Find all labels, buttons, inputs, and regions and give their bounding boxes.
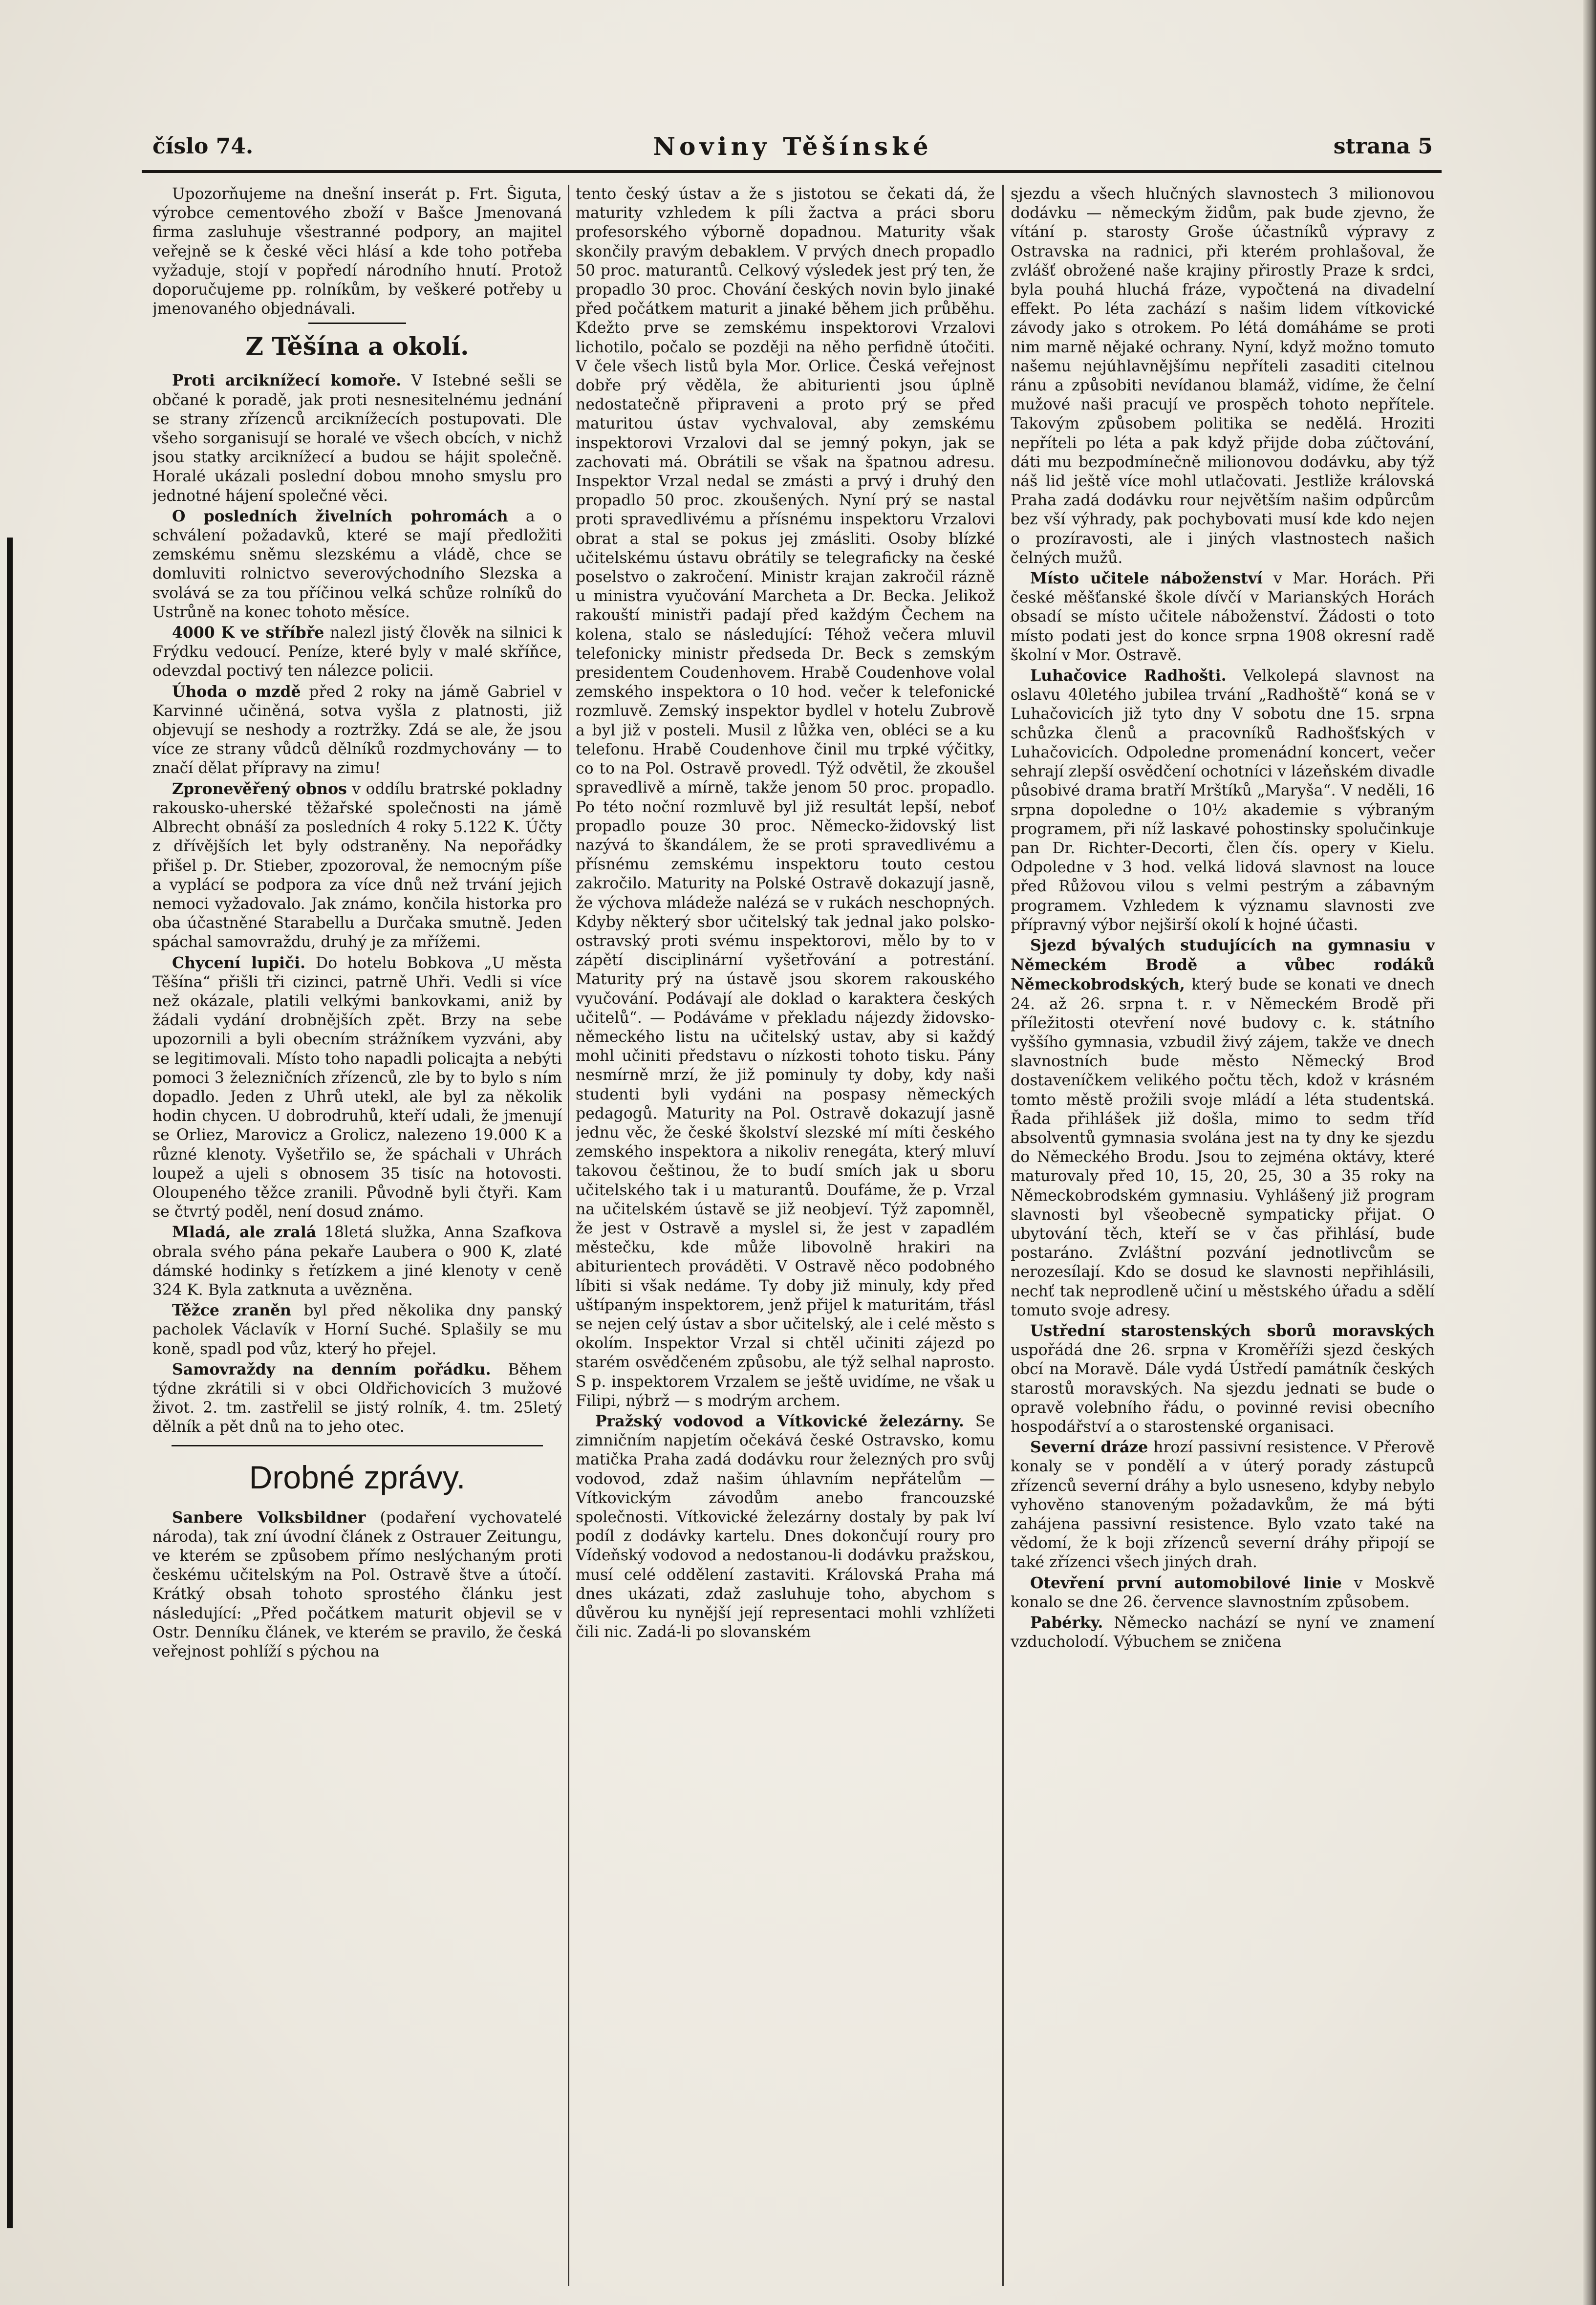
section-title: Z Těšína a okolí. xyxy=(245,332,469,361)
article-paragraph: tento český ústav a že s jistotou se čekati dá, že maturity vzhledem k píli žactva a práci sboru profesorského výborně dopadnou. Maturity však skončily pravým debaklem. V prvých dnech propadlo 50 proc. maturantů. Celkový výsledek jest prý ten, že propadlo 30 proc. Chování českých novin bylo jinaké před počátkem maturit a jinaké během jich průběhu. Kdežto prve se zemskému inspektorovi Vrzalovi lichotilo, počalo se později na něho perfidně útočiti. V čele všech listů byla Mor. Orlice. Česká veřejnost dobře prý věděla, že abiturienti jsou úplně nedostatečně připraveni a proto prý se před maturitou ústav vychvaloval, aby zemskému inspektorovi Vrzalovi dal se jemný pokyn, jak se zachovati má. Obrátili se však na špatnou adresu. Inspektor Vrzal nedal se zmásti a prvý i druhý den propadlo 50 proc. zkoušených. Nyní prý se nastal proti spravedlivému a přísnému inspektoru Vrzalovi obrat a stal se pokus jej zmásliti. Osoby blízké učitelskému ústavu obrátily se telegraficky na české poselstvo o zakročení. Ministr krajan zakročil rázně u ministra vyučování Marcheta a Dr. Becka. Jelikož rakouští ministři padají před každým Čechem na kolena, stalo se následující: Téhož večera mluvil telefonicky ministr předseda Dr. Beck s zemským presidentem Coudenhovem. Hrabě Coudenhove volal zemského inspektora o 10 hod. večer k telefonické rozmluvě. Zemský inspektor bydlel v hotelu Zubrově a byl již v posteli. Musil z lůžka ven, obléci se a ku telefonu. Hrabě Coudenhove činil mu trpké výčitky, co to na Pol. Ostravě provedl. Týž odvětil, že zkoušel spravedlivě a mírně, takže jenom 50 proc. propadlo. Po této noční rozmluvě byl již resultát lepší, neboť propadlo pouze 30 proc. Německo-židovský list nazývá to škandálem, že se proti spravedlivému a přísnému zemskému inspektoru touto cestou zakročilo. Maturity na Polské Ostravě dokazují jasně, že výchova mládeže nalézá se v rukách neschopných. Kdyby některý sbor učitelský tak jednal jako polsko-ostravský proti svému inspektorovi, mělo by to v zápětí disciplinární vyšetřování a potrestání. Maturity prý na ústavě jsou skorem rakouského vyučování. Podávají ale doklad o karaktera českých učitelů“. — Podáváme v překladu nájezdy židovsko-německého listu na učitelský ustav, aby si každý mohl učiniti představu o nízkosti tohoto tisku. Pány nesmírně mrzí, že již pominuly ty doby, kdy naši studenti byli vydáni na pospasy německých pedagogů. Maturity na Pol. Ostravě dokazují jasně jednu věc, že české školství slezské mí míti českého zemského inspektora a nikoliv renegáta, který mluví takovou češtinou, že to budí smích jak u sboru učitelského tak i u maturantů. Doufáme, že p. Vrzal na učitelském ústavě se již neobjeví. Týž zapomněl, že jest v Ostravě a myslel si, že jest v zapadlém městečku, kde může libovolně hrakiri na abiturientech prováděti. V Ostravě něco podobného líbiti si však nedáme. Ty doby již minuly, kdy před uštípaným inspektorem, jenž přijel k maturitám, třásl se nejen celý ústav a sbor učitelský, ale i celé město s okolím. Inspektor Vrzal si chtěl učiniti zájezd po starém osvědčeném způsobu, ale týž selhal naprosto. S p. inspektorem Vrzalem se ještě uvidíme, ne však u Filipi, nýbrž — s modrým archem. xyxy=(576,185,995,1410)
news-item xyxy=(152,1360,562,1437)
section-title-drobne: Drobné zprávy. xyxy=(249,1459,466,1495)
news-item-text: 18letá služka, Anna Szafkova obrala svého pána pekaře Laubera o 900 K, zlaté dámské hodinky s řetízkem a jiné klenoty v ceně 324 K. Byla zatknuta a uvězněna. xyxy=(152,1224,562,1299)
article-paragraph: Sanbere Volksbildner (podaření vychovatelé národa), tak zní úvodní článek z Ostrauer Zeitungu, ve kterém se způsobem přímo neslýchaným proti českému učitelským na Pol. Ostravě štve a útočí. Krátký obsah tohoto sprostého článku jest následující: „Před počátkem maturit objevil se v Ostr. Denníku článek, ve kterém se pravilo, že česká veřejnost pohlíží s pýchou na xyxy=(152,1508,562,1661)
news-item-text: v Mar. Horách. Při české měšťanské škole dívčí v Marianských Horách obsadí se místo učitele náboženství. Žádosti o toto místo podati jest do konce srpna 1908 okresní radě školní v Mor. Ostravě. xyxy=(1011,570,1435,664)
column-rule-2 xyxy=(1002,185,1004,2286)
news-item-text: Velkolepá slavnost na oslavu 40letého jubilea trvání „Radhoště“ koná se v Luhačovicích již tyto dny V sobotu dne 15. srpna schůzka členů a pracovníků Radhošťských v Luhačovicích. Odpoledne promenádní koncert, večer sehrají zlepší osvědčení ochotníci v lázeňském divadle působivé drama bratří Mrštíků „Maryša“. V neděli, 16 srpna dopoledne o 10½ akademie s výbraným programem, při níž laskavé pohostinsky spolučinkuje pan Dr. Richter-Decorti, člen čís. opery v Kielu. Odpoledne v 3 hod. velká lidová slavnost na louce před Růžovou vilou s velmi pestrým a zábavným programem. Vzhledem k významu slavnosti zve přípravný výbor nejširší okolí k hojné účasti. xyxy=(1011,667,1435,934)
news-items xyxy=(152,371,562,1437)
intro-paragraph: Upozorňujeme na dnešní inserát p. Frt. Šiguta, výrobce cementového zboží v Bašce Jmenovaná firma zasluhuje všestranné podpory, an majitel veřejně se k české věci hlásí a kde toho potřeba vyžaduje, stojí v popředí národního hnutí. Protož doporučujeme pp. rolníkům, by veškeré potřeby u jmenovaného objednávali. xyxy=(152,185,562,318)
news-item-text: byl před několika dny panský pacholek Václavík v Horní Suché. Splašily se mu koně, spadl pod vůz, který ho přejel. xyxy=(152,1302,562,1358)
news-item-text: který bude se konati ve dnech 24. až 26. srpna t. r. v Německém Brodě při příležitosti otevření nové budovy c. k. státního vyššího gymnasia, vzbudil živý zájem, takže ve dnech slavnostních bude město Německý Brod dostaveníčkem velikého počtu těch, kdož v krásném tomto městě prožili svoje mládí a léta studentská. Řada přihlášek již došla, mimo to sedm tříd absolventů gymnasia svolána jest na ty dny ke sjezdu do Německého Brodu. Jsou to zejména oktávy, které maturovaly před 10, 15, 20, 25, 30 a 35 roky na Německobrodském gymnasiu. Vyhlášený již program slavnosti byl všeobecně sympaticky přijat. O ubytování těch, kteří se v čas přihlásí, bude postaráno. Zvláštní pozvání jednotlivcům se nerozesílají. Kdo se dosud ke slavnosti nepřihlásili, nechť tak neprodleně učiní u městského úřadu a sdělí tomuto svoje adresy. xyxy=(1011,976,1435,1319)
news-item-heading: Severní dráze xyxy=(1030,1438,1148,1457)
news-item xyxy=(152,371,562,505)
issue-number: číslo 74. xyxy=(152,134,254,159)
article-paragraph: Pražský vodovod a Vítkovické železárny. Se zimničním napjetím očekává české Ostravsko, komu matička Praha zadá dodávku rour železných pro svůj vodovod, zdaž našim úhlavním nepřátelům — Vítkovickým závodům anebo francouzské společnosti. Vítkovické železárny dostaly by pak lví podíl z dodávky kartelu. Dnes dokončují roury pro Vídeňský vodovod a nedostanou-li dodávku pražskou, musí celé oddělení zastaviti. Královská Praha má dnes ukázati, zdaž zasluhuje toho, abychom s důvěrou ku nynější její representaci mohli vzhlížeti čili nic. Zadá-li po slovanském xyxy=(576,1412,995,1641)
news-item xyxy=(152,623,562,681)
news-item-heading: Pabérky. xyxy=(1030,1614,1103,1632)
column-3 xyxy=(1011,185,1435,2286)
news-item-text: uspořádá dne 26. srpna v Kroměříži sjezd českých obcí na Moravě. Dále vydá Ústředí památník českých starostů moravských. Na sjezdu jednati se bude o opravě volebního řádu, o povinné revisi obecního hospodářství a o starostenské organisaci. xyxy=(1011,1341,1435,1436)
news-item-text: Během týdne zkrátili si v obci Oldřichovicích 3 mužové život. 2. tm. zastřelil se jistý rolník, 4. tm. 25letý dělník a pět dnů na to jeho otec. xyxy=(152,1360,562,1436)
news-item-heading: Sjezd bývalých studujících na gymnasiu v Německém Brodě a vůbec rodáků Německobrodských, xyxy=(1011,936,1435,994)
separator xyxy=(172,1445,543,1446)
news-item xyxy=(1011,936,1435,1320)
news-item-heading: Chycení lupiči. xyxy=(172,953,306,972)
scan-page-edge xyxy=(1583,0,1596,2305)
news-item xyxy=(1011,1321,1435,1437)
news-item xyxy=(152,507,562,622)
news-item-text: nalezl jistý člověk na silnici k Frýdku vedoucí. Peníze, které byly v malé skříňce, odevzdal poctivý ten nálezce policii. xyxy=(152,624,562,680)
news-item-text: Německo nachází se nyní ve znamení vzducholodí. Výbuchem se zničena xyxy=(1011,1614,1435,1651)
news-item-text: v oddílu bratrské pokladny rakousko-uherské těžařské společnosti na jámě Albrecht obnáší za posledních 4 roky 5.122 K. Účty z dřívějších let byly odstraněny. Na nepořádky přišel p. Dr. Stieber, zpozoroval, že nemocným píše a vyplácí se podpora za více dnů než trvání jejich nemoci vyžadovalo. Jak známo, končila historka pro oba účastněné Starabellu a Durčaka smutně. Jeden spáchal samovraždu, druhý je za mřížemi. xyxy=(152,780,562,951)
news-item-heading: Mladá, ale zralá xyxy=(172,1223,317,1242)
news-item-heading: Těžce zraněn xyxy=(172,1301,291,1320)
scan-binding-edge xyxy=(7,538,13,2228)
page-header xyxy=(152,128,1433,167)
article-paragraph: sjezdu a všech hlučných slavnostech 3 milionovou dodávku — německým židům, pak bude zjevno, že vítání p. starosty Groše účastníků výpravy z Ostravska na radnici, při kterém prohlašoval, že zvlášť obrožené naše krajiny přirostly Praze k srdci, byla pouhá hluchá fráze, vypočtená na divadelní effekt. Po léta zachází s našim lidem vítkovické závody jako s otrokem. Po létá domáháme se proti nim marně nějaké ochrany. Nyní, když možno tomuto našemu nejúhlavnějšímu nepříteli zasaditi citelnou ránu a způsobiti nevídanou blamáž, vidíme, že čelní mužové naši pracují ve prospěch tohoto nepřítele. Takovým způsobem politika se nedělá. Hroziti nepříteli po léta a pak když přijde doba zúčtování, dáti mu bezpodmínečně milionovou dodávku, aby týž náš lid ještě více mohl utlačovati. Jestliže královská Praha zadá dodávku rour největším našim odpůrcům bez vší výhrady, pak pochybovati musí kde kdo nejen o prozíravosti, ale i jiných vlastnostech našich čelných mužů. xyxy=(1011,185,1435,567)
news-item-text: a o schválení požadavků, které se mají předložiti zemskému sněmu slezskému a vládě, chce se domluviti rolnictvo severovýchodního Slezska a svolává se za tou příčinou velká schůze rolníků do Ustrůně na konec tohoto měsíce. xyxy=(152,507,562,621)
news-item-text: hrozí passivní resistence. V Přerově konaly se v pondělí a v úterý porady zástupců zřízenců severní dráhy a bylo usneseno, kdyby nebylo vyhověno stanoveným požadavkům, že má býti zahájena passivní resistence. Bylo vzato také na vědomí, že k boji zřízenců severní dráhy připojí se také zřízenci všech jiných drah. xyxy=(1011,1439,1435,1572)
column-1 xyxy=(152,185,562,2286)
column-rule-1 xyxy=(568,185,569,2286)
news-item-heading: Ustřední starostenských sborů moravských xyxy=(1030,1321,1435,1340)
news-item xyxy=(1011,569,1435,665)
separator xyxy=(308,323,406,324)
newspaper-title: Noviny Těšínské xyxy=(653,132,932,161)
news-item xyxy=(152,779,562,952)
news-item xyxy=(152,1223,562,1300)
news-item xyxy=(1011,1573,1435,1612)
news-item-text: V Istebné sešli se občané k poradě, jak proti nesnesitelnému jednání se strany zřízenců arciknížecích postupovati. Dle všeho sorganisují se horalé ve všech obcích, v nichž jsou statky arciknížecí a budou se hájit společně. Horalé ukázali poslední dobou mnoho smyslu pro jednotné hájení společné věci. xyxy=(152,372,562,505)
news-item xyxy=(1011,1613,1435,1652)
news-item-heading: Zpronevěřený obnos xyxy=(172,779,347,798)
news-item xyxy=(152,953,562,1222)
news-items xyxy=(1011,569,1435,1652)
news-item-heading: Proti arciknížecí komoře. xyxy=(172,371,402,390)
news-item xyxy=(1011,1438,1435,1572)
page-number: strana 5 xyxy=(1333,134,1433,159)
column-2 xyxy=(576,185,995,2286)
news-item-text: před 2 roky na jámě Gabriel v Karvinné učiněná, sotva vyšla z platnosti, již objevují se neshody a roztržky. Zdá se ale, že jsou více ze strany vůdců dělníků rozdmychovány — to značí dělat přípravy na zimu! xyxy=(152,683,562,777)
news-item-text: v Moskvě konalo se dne 26. července slavnostním způsobem. xyxy=(1011,1574,1435,1611)
header-rule xyxy=(142,170,1442,173)
news-item-text: Do hotelu Bobkova „U města Těšína“ přišli tři cizinci, patrně Uhři. Vedli si více než okázale, platili velkými bankovkami, aniž by žádali vydání drobnějších zpět. Brzy na sebe upozornili a byli obecním strážníkem vyzváni, aby se legitimovali. Místo toho napadli policajta a nebýti pomoci 3 železničních zřízenců, zle by to bylo s ním dopadlo. Jeden z Uhrů utekl, ale byl za několik hodin chycen. U dobrodruhů, kteří udali, že jmenují se Orliez, Marovicz a Grolicz, nalezeno 19.000 K a různé klenoty. Vyšetřilo se, že spáchali v Uhrách loupež a ujeli s obnosem 35 tisíc na hotovosti. Oloupeného těžce zranili. Původně byli čtyři. Kam se čtvrtý poděl, není dosud známo. xyxy=(152,954,562,1221)
news-item-heading: Místo učitele náboženství xyxy=(1030,569,1263,588)
news-item-heading: O posledních živelních pohromách xyxy=(172,507,508,525)
news-item xyxy=(152,1301,562,1359)
news-item-heading: Otevření první automobilové linie xyxy=(1030,1573,1342,1592)
news-item-heading: Luhačovice Radhošti. xyxy=(1030,667,1227,685)
news-item-heading: Samovraždy na denním pořádku. xyxy=(172,1360,491,1379)
news-item xyxy=(152,682,562,778)
news-item xyxy=(1011,666,1435,935)
news-item-heading: 4000 K ve stříbře xyxy=(172,624,324,642)
news-item-heading: Úhoda o mzdě xyxy=(172,682,301,701)
